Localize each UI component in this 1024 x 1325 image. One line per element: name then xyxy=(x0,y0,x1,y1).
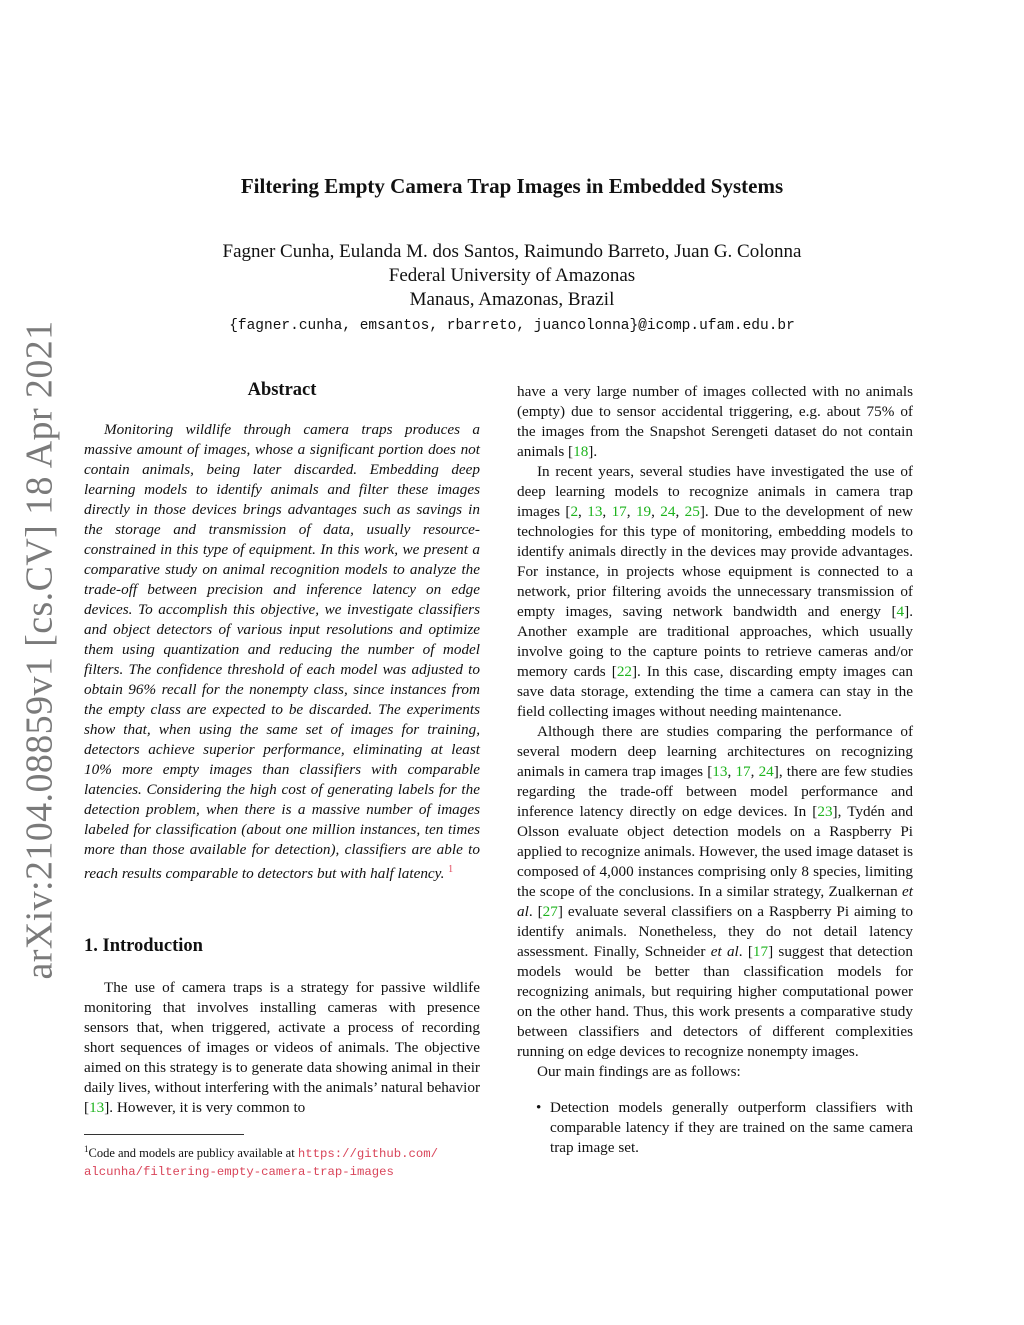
footnote-divider xyxy=(84,1134,244,1135)
text-span: , xyxy=(651,503,661,520)
footnote xyxy=(84,1141,480,1181)
citation-link[interactable]: 27 xyxy=(542,903,558,920)
et-al: et al xyxy=(710,943,739,960)
et-al: et al xyxy=(517,883,913,920)
text-span: , xyxy=(578,503,588,520)
section-heading-introduction: 1. Introduction xyxy=(84,936,203,957)
footnote-url[interactable]: https://github.com/ xyxy=(297,1147,439,1162)
citation-link[interactable]: 17 xyxy=(611,503,627,520)
text-span: , xyxy=(602,503,612,520)
text-span: , xyxy=(675,503,685,520)
location: Manaus, Amazonas, Brazil xyxy=(409,289,615,310)
intro-paragraph-1 xyxy=(84,978,480,1118)
citation-link[interactable]: 19 xyxy=(635,503,652,520)
list-item-text: Detection models generally outperform classifiers with comparable latency if they are trained on the same camera trap image set. xyxy=(550,1099,913,1156)
intro-paragraph-2 xyxy=(517,462,913,722)
text-span: In recent years, several studies have investigated the use of deep learning models to recognize animals in camera trap images [ xyxy=(517,463,913,520)
citation-link[interactable]: 17 xyxy=(752,943,769,960)
text-span: ]. Another example are traditional approaches, which usually involve going to the capture points to retrieve cameras and/or memory cards [ xyxy=(517,603,913,680)
intro-paragraph-3 xyxy=(517,722,913,1062)
abstract-text: Monitoring wildlife through camera traps produces a massive amount of images, whose a significant portion does not contain animals, being later discarded. Embedding deep learning models to identify animals and filter these images directly in those devices brings advantages such as savings in the storage and transmission of data, usually resource-constrained in this type of equipment. In this work, we present a comparative study on animal recognition models to analyze the trade-off between precision and inference latency on edge devices. To accomplish this objective, we investigate classifiers and object detectors of various input resolutions and optimize them using quantization and reducing the number of model filters. The confidence threshold of each model was adjusted to obtain 96% recall for the nonempty class, since instances from the empty class are expected to be discarded. The experiments show that, when using the same set of images for training, detectors achieve superior performance, eliminating at least 10% more empty images than classifiers with comparable latencies. Considering the high cost of generating labels for the detection problem, when there is a massive number of images labeled for classification (about one million instances, ten times more than those available for detection), classifiers are able to reach results comparable to detectors but with half latency. xyxy=(84,421,480,883)
citation-link[interactable]: 2 xyxy=(570,503,579,520)
intro-paragraph-1-continued xyxy=(517,382,913,462)
author-names: Fagner Cunha, Eulanda M. dos Santos, Raimundo Barreto, Juan G. Colonna xyxy=(222,241,802,262)
findings-list xyxy=(517,1098,913,1158)
affiliation: Federal University of Amazonas xyxy=(388,265,636,286)
footnote-number: 1 xyxy=(84,1144,89,1155)
text-span: ]. Due to the development of new technologies for this type of monitoring, embedding models to identify animals directly in the devices may provide advantages. For instance, in projects whose equipment is connected to a network, prior filtering avoids the unnecessary transmission of empty images, saving network bandwidth and energy [ xyxy=(517,503,914,620)
arxiv-identifier-text: arXiv:2104.08859v1 [cs.CV] 18 Apr 2021 xyxy=(19,320,61,980)
text-span: . [ xyxy=(738,943,753,960)
text-span: ], Tydén and Olsson evaluate object detection models on a Raspberry Pi applied to recognize animals. However, the used image dataset is composed of 4,000 instances comprising only 8 species, limiting the scope of the conclusions. In a similar strategy, Zualkernan xyxy=(517,803,914,900)
citation-link[interactable]: 13 xyxy=(89,1099,105,1117)
citation-link[interactable]: 18 xyxy=(573,443,589,460)
footnote-text: Code and models are publicy available at xyxy=(88,1146,298,1161)
citation-link[interactable]: 24 xyxy=(660,503,676,520)
citation-link[interactable]: 22 xyxy=(616,663,632,680)
footnote-url-continued[interactable]: alcunha/filtering-empty-camera-trap-images xyxy=(84,1165,394,1180)
text-span: The use of camera traps is a strategy for passive wildlife monitoring that involves installing cameras with presence sensors that, when triggered, activate a process of recording short sequences of images or videos of animals. The objective aimed on this strategy is to generate data showing animal in their daily lives, without interfering with the animals’ natural behavior [ xyxy=(84,979,480,1117)
left-column xyxy=(84,380,480,1181)
citation-link[interactable]: 25 xyxy=(684,503,700,520)
text-span: , xyxy=(727,763,736,780)
citation-link[interactable]: 13 xyxy=(587,503,603,520)
footnote-marker[interactable]: 1 xyxy=(448,864,454,875)
right-column xyxy=(517,382,913,1158)
text-span: have a very large number of images collected with no animals (empty) due to sensor accidental triggering, e.g. about 75% of the images from the Snapshot Serengeti dataset do not contain animals [ xyxy=(517,383,913,460)
text-span: , xyxy=(750,763,759,780)
author-block xyxy=(0,240,1024,338)
bullet-icon: • xyxy=(536,1099,542,1116)
citation-link[interactable]: 4 xyxy=(896,603,905,620)
text-span: , xyxy=(626,503,636,520)
paper-title: Filtering Empty Camera Trap Images in Embedded Systems xyxy=(240,174,784,198)
author-emails: {fagner.cunha, emsantos, rbarreto, juancolonna}@icomp.ufam.edu.br xyxy=(229,318,795,334)
text-span: ], there are few studies regarding the trade-off between model performance and inference latency directly on edge devices. In [ xyxy=(517,763,914,820)
text-span: . [ xyxy=(528,903,543,920)
abstract-heading: Abstract xyxy=(247,380,317,400)
intro-paragraph-4 xyxy=(517,1062,913,1082)
citation-link[interactable]: 23 xyxy=(817,803,833,820)
citation-link[interactable]: 13 xyxy=(712,763,728,780)
text-span: ]. However, it is very common to xyxy=(104,1099,306,1117)
abstract-body xyxy=(84,420,480,884)
arxiv-identifier xyxy=(8,320,72,980)
text-span: ]. xyxy=(588,443,598,460)
text-span: ] suggest that detection models would be better than classification models for recognizing animals, but requiring higher computational power on the other hand. Thus, this work presents a comparative study between classifiers and detectors of different complexities running on edge devices to recognize nonempty images. xyxy=(517,943,913,1060)
text-span: ] evaluate several classifiers on a Raspberry Pi aiming to identify animals. Nonetheless, they do not detail latency assessment. Finally, Schneider xyxy=(517,903,913,960)
citation-link[interactable]: 24 xyxy=(758,763,774,780)
list-item xyxy=(536,1098,913,1158)
text-span: Our main findings are as follows: xyxy=(537,1063,741,1080)
citation-link[interactable]: 17 xyxy=(735,763,751,780)
text-span: Although there are studies comparing the performance of several modern deep learning architectures on recognizing animals in camera trap images [ xyxy=(517,723,913,780)
text-span: ]. In this case, discarding empty images can save data storage, extending the time a camera can stay in the field collecting images without needing maintenance. xyxy=(517,663,914,720)
